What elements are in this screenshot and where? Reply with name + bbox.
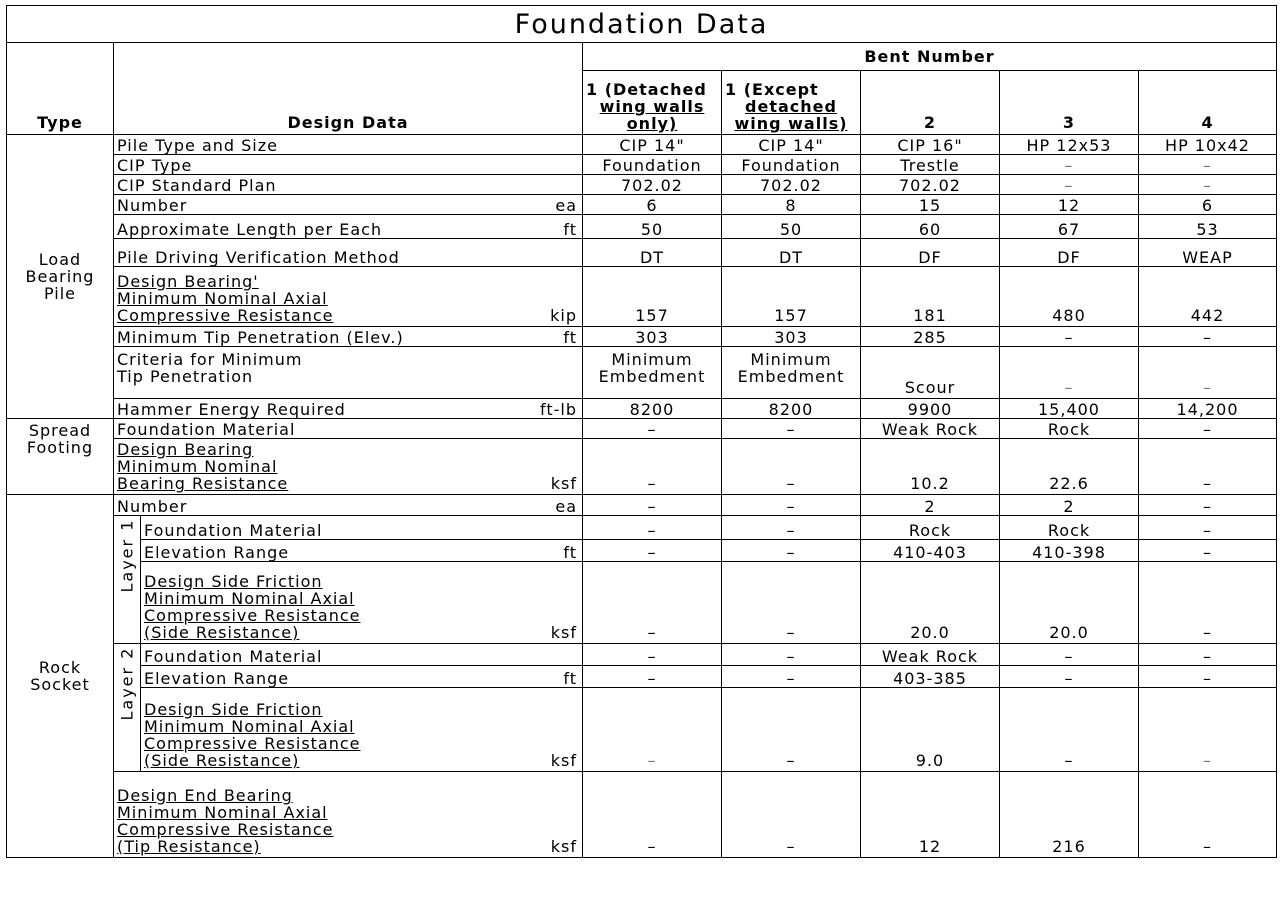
table-cell: –	[722, 516, 861, 540]
table-cell: DT	[722, 239, 861, 267]
row-label-line3: Compressive Resistance	[117, 820, 334, 839]
table-cell: –	[583, 495, 722, 516]
row-label-line2: Minimum Nominal Axial	[117, 289, 328, 308]
table-cell: –	[583, 666, 722, 688]
section-spread-line2: Footing	[26, 438, 94, 457]
table-cell: –	[1000, 155, 1139, 175]
row-label	[114, 772, 583, 858]
table-cell: 8200	[722, 399, 861, 419]
table-cell: –	[1139, 644, 1277, 666]
row-label: Pile Type and Size	[114, 135, 583, 155]
section-spread-line1: Spread	[28, 421, 92, 440]
row-label	[114, 327, 583, 347]
table-cell: –	[583, 644, 722, 666]
table-cell: –	[722, 688, 861, 772]
row-label-text: Hammer Energy Required	[117, 400, 346, 419]
table-cell: 8200	[583, 399, 722, 419]
table-cell: 12	[1000, 195, 1139, 215]
table-cell: –	[1000, 175, 1139, 195]
table-cell: 2	[1000, 495, 1139, 516]
table-cell: –	[1139, 516, 1277, 540]
col-header-bent-1a	[583, 71, 722, 135]
row-label-line3: Compressive Resistance	[117, 306, 334, 325]
table-cell: CIP 16"	[861, 135, 1000, 155]
table-cell: Foundation	[583, 155, 722, 175]
row-label	[114, 267, 583, 327]
table-cell: –	[1139, 540, 1277, 562]
table-cell: CIP 14"	[583, 135, 722, 155]
row-label-text: Elevation Range	[144, 543, 290, 562]
row-label: CIP Standard Plan	[114, 175, 583, 195]
row-unit: ksf	[550, 751, 577, 770]
row-label-line1: Design Bearing'	[117, 272, 259, 291]
row-label: Foundation Material	[141, 516, 583, 540]
table-cell: –	[722, 666, 861, 688]
table-cell: –	[583, 419, 722, 439]
row-label-line1: Design Side Friction	[144, 572, 323, 591]
section-rock-line1: Rock	[38, 658, 82, 677]
row-label: Foundation Material	[114, 419, 583, 439]
row-label-text: Minimum Tip Penetration (Elev.)	[117, 328, 404, 347]
table-cell: 15	[861, 195, 1000, 215]
table-cell: –	[1139, 155, 1277, 175]
table-cell: –	[722, 540, 861, 562]
cell-line1: Minimum	[611, 350, 693, 369]
table-cell: Weak Rock	[861, 419, 1000, 439]
row-unit: ft	[563, 669, 577, 688]
row-label-line2: Minimum Nominal Axial	[144, 589, 355, 608]
table-cell: –	[1139, 419, 1277, 439]
table-cell: 12	[861, 772, 1000, 858]
table-cell: –	[1000, 347, 1139, 399]
table-cell: 20.0	[1000, 562, 1139, 644]
table-cell: 6	[1139, 195, 1277, 215]
row-unit: ksf	[550, 623, 577, 642]
table-cell: –	[722, 644, 861, 666]
table-cell: –	[583, 772, 722, 858]
table-cell: –	[722, 562, 861, 644]
table-cell: Trestle	[861, 155, 1000, 175]
col-header-type: Type	[7, 43, 114, 135]
row-label-line1: Design End Bearing	[117, 786, 293, 805]
table-cell: 410-398	[1000, 540, 1139, 562]
table-cell: –	[1139, 562, 1277, 644]
row-label-line1: Design Side Friction	[144, 700, 323, 719]
col-header-design-data: Design Data	[114, 43, 583, 135]
cell-line2: Embedment	[737, 367, 845, 386]
row-label: Pile Driving Verification Method	[114, 239, 583, 267]
table-cell	[722, 347, 861, 399]
table-cell: –	[1000, 688, 1139, 772]
table-cell: –	[583, 562, 722, 644]
table-cell: –	[722, 419, 861, 439]
table-cell: Weak Rock	[861, 644, 1000, 666]
row-label-line2: Minimum Nominal Axial	[117, 803, 328, 822]
section-load-line3: Pile	[43, 284, 77, 303]
row-label-line4: (Side Resistance)	[144, 751, 300, 770]
row-label	[114, 495, 583, 516]
table-cell: 702.02	[722, 175, 861, 195]
table-cell: 10.2	[861, 439, 1000, 495]
foundation-data-sheet	[6, 5, 1276, 909]
row-label-line2: Minimum Nominal Axial	[144, 717, 355, 736]
row-label-text: Number	[117, 196, 188, 215]
table-cell: CIP 14"	[722, 135, 861, 155]
col-header-bent-1b	[722, 71, 861, 135]
row-label-text: Number	[117, 497, 188, 516]
table-cell: Rock	[1000, 516, 1139, 540]
bent-1b-line2: detached	[745, 97, 837, 116]
table-cell: DF	[861, 239, 1000, 267]
table-cell: 15,400	[1000, 399, 1139, 419]
section-load-line2: Bearing	[25, 267, 95, 286]
table-cell: WEAP	[1139, 239, 1277, 267]
table-cell: –	[1139, 327, 1277, 347]
row-label-line2: Tip Penetration	[117, 367, 254, 386]
row-unit: ea	[555, 196, 577, 215]
row-label	[141, 688, 583, 772]
bent-1b-line1: 1 (Except	[725, 80, 819, 99]
table-cell: 702.02	[861, 175, 1000, 195]
table-cell: 6	[583, 195, 722, 215]
bent-1b-line3: wing walls)	[734, 114, 848, 133]
row-label-text: Approximate Length per Each	[117, 220, 383, 239]
table-cell: –	[583, 688, 722, 772]
row-unit: ksf	[550, 474, 577, 493]
table-cell: 20.0	[861, 562, 1000, 644]
table-cell: 480	[1000, 267, 1139, 327]
table-cell: –	[722, 439, 861, 495]
table-cell: 303	[583, 327, 722, 347]
table-cell: 9.0	[861, 688, 1000, 772]
row-unit: ft	[563, 543, 577, 562]
table-cell: 14,200	[1139, 399, 1277, 419]
table-cell: –	[722, 772, 861, 858]
table-cell: 157	[722, 267, 861, 327]
bent-1a-line1: 1 (Detached	[586, 80, 707, 99]
row-label-line3: Bearing Resistance	[117, 474, 289, 493]
table-cell: –	[1000, 644, 1139, 666]
row-label-line3: Compressive Resistance	[144, 734, 361, 753]
section-load-line1: Load	[38, 250, 82, 269]
table-cell: Foundation	[722, 155, 861, 175]
table-cell: –	[583, 540, 722, 562]
section-load-bearing-pile	[7, 135, 114, 419]
row-label	[141, 562, 583, 644]
table-cell: 403-385	[861, 666, 1000, 688]
row-label: CIP Type	[114, 155, 583, 175]
col-header-bent-2: 2	[861, 71, 1000, 135]
table-cell: 60	[861, 215, 1000, 239]
table-cell: –	[1000, 666, 1139, 688]
table-cell: –	[1139, 688, 1277, 772]
row-label	[114, 347, 583, 399]
table-cell: Scour	[861, 347, 1000, 399]
table-cell	[583, 347, 722, 399]
layer-1-label	[114, 516, 141, 644]
table-cell: –	[1139, 666, 1277, 688]
table-cell: –	[1139, 495, 1277, 516]
row-label-line2: Minimum Nominal	[117, 457, 278, 476]
table-cell: 216	[1000, 772, 1139, 858]
table-cell: 67	[1000, 215, 1139, 239]
row-label	[141, 540, 583, 562]
foundation-data-table	[6, 5, 1277, 858]
table-title: Foundation Data	[7, 6, 1277, 43]
row-label: Foundation Material	[141, 644, 583, 666]
row-unit: ksf	[550, 837, 577, 856]
cell-line1: Minimum	[750, 350, 832, 369]
table-cell: 50	[583, 215, 722, 239]
row-label-line4: (Side Resistance)	[144, 623, 300, 642]
layer-1-text: Layer 1	[117, 518, 137, 593]
table-cell: 8	[722, 195, 861, 215]
table-cell: Rock	[1000, 419, 1139, 439]
row-label-text: Elevation Range	[144, 669, 290, 688]
row-unit: ft	[563, 328, 577, 347]
bent-1a-line3: only)	[626, 114, 678, 133]
table-cell: DT	[583, 239, 722, 267]
table-cell: 53	[1139, 215, 1277, 239]
row-label-line3: Compressive Resistance	[144, 606, 361, 625]
section-rock-line2: Socket	[30, 675, 90, 694]
row-label	[114, 195, 583, 215]
col-header-bent-number: Bent Number	[583, 43, 1277, 71]
section-spread-footing	[7, 419, 114, 495]
row-label	[114, 399, 583, 419]
table-cell: 9900	[861, 399, 1000, 419]
table-cell: 410-403	[861, 540, 1000, 562]
row-unit: kip	[550, 306, 577, 325]
table-cell: 157	[583, 267, 722, 327]
row-label-line4: (Tip Resistance)	[117, 837, 261, 856]
row-unit: ft	[563, 220, 577, 239]
table-cell: 22.6	[1000, 439, 1139, 495]
layer-2-label	[114, 644, 141, 772]
col-header-bent-4: 4	[1139, 71, 1277, 135]
table-cell: Rock	[861, 516, 1000, 540]
table-cell: –	[1139, 175, 1277, 195]
table-cell: 50	[722, 215, 861, 239]
table-cell: –	[1139, 772, 1277, 858]
table-cell: –	[722, 495, 861, 516]
row-unit: ea	[555, 497, 577, 516]
table-cell: HP 12x53	[1000, 135, 1139, 155]
section-rock-socket	[7, 495, 114, 858]
table-cell: –	[583, 516, 722, 540]
table-cell: HP 10x42	[1139, 135, 1277, 155]
table-cell: 285	[861, 327, 1000, 347]
table-cell: 702.02	[583, 175, 722, 195]
table-cell: 442	[1139, 267, 1277, 327]
table-cell: 181	[861, 267, 1000, 327]
table-cell: DF	[1000, 239, 1139, 267]
row-label-line1: Design Bearing	[117, 440, 254, 459]
col-header-bent-3: 3	[1000, 71, 1139, 135]
table-cell: –	[583, 439, 722, 495]
table-cell: –	[1000, 327, 1139, 347]
row-label	[114, 215, 583, 239]
layer-2-text: Layer 2	[117, 646, 137, 721]
row-label	[114, 439, 583, 495]
table-cell: 2	[861, 495, 1000, 516]
cell-line2: Embedment	[598, 367, 706, 386]
table-cell: –	[1139, 347, 1277, 399]
table-cell: 303	[722, 327, 861, 347]
row-unit: ft-lb	[540, 400, 577, 419]
row-label-line1: Criteria for Minimum	[117, 350, 303, 369]
row-label	[141, 666, 583, 688]
table-cell: –	[1139, 439, 1277, 495]
bent-1a-line2: wing walls	[599, 97, 705, 116]
